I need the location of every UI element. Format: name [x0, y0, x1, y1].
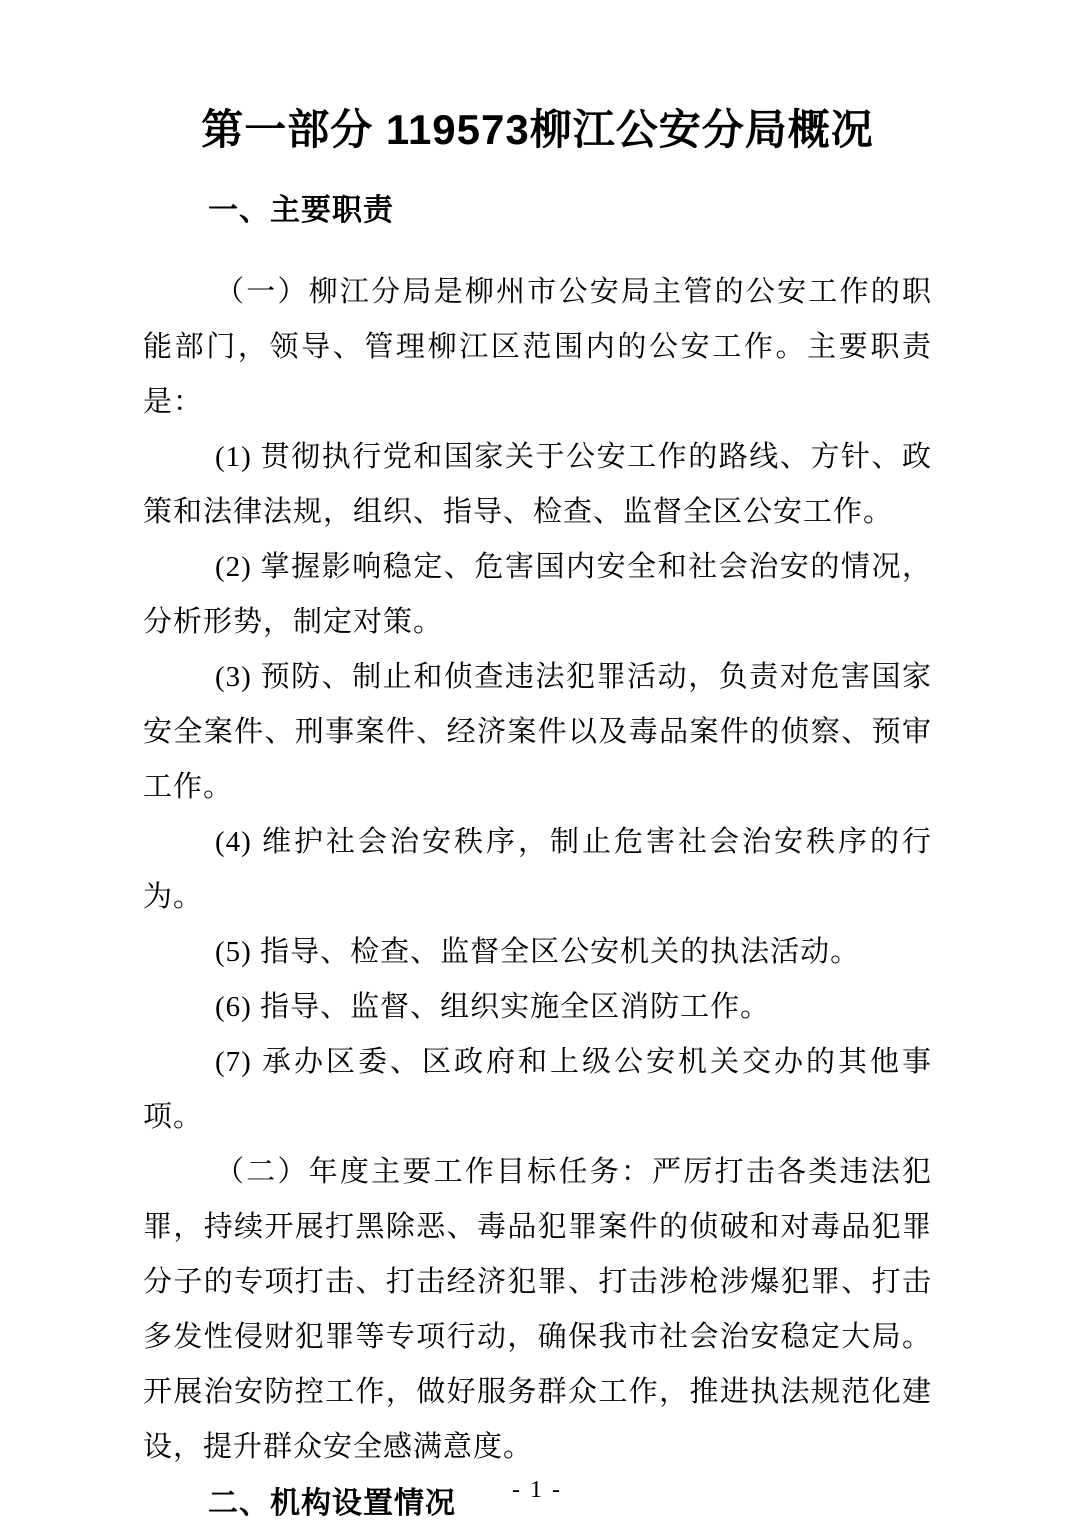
- page-number: - 1 -: [512, 1477, 562, 1503]
- paragraph-duty-7: (7) 承办区委、区政府和上级公安机关交办的其他事项。: [143, 1046, 932, 1133]
- paragraph-duty-5: (5) 指导、检查、监督全区公安机关的执法活动。: [215, 936, 861, 968]
- paragraph-duties-intro: （一）柳江分局是柳州市公安局主管的公安工作的职能部门，领导、管理柳江区范围内的公安工作。主要职责是：: [143, 276, 932, 418]
- paragraph-duty-2: (2) 掌握影响稳定、危害国内安全和社会治安的情况，分析形势，制定对策。: [143, 551, 932, 638]
- paragraph-annual-goals: （二）年度主要工作目标任务：严厉打击各类违法犯罪，持续开展打黑除恶、毒品犯罪案件的侦破和对毒品犯罪分子的专项打击、打击经济犯罪、打击涉枪涉爆犯罪、打击多发性侵财犯罪等专项行动，确保我市社会治安稳定大局。开展治安防控工作，做好服务群众工作，推进执法规范化建设，提升群众安全感满意度。: [143, 1156, 932, 1463]
- section-2-heading: 二、机构设置情况: [208, 1487, 456, 1520]
- paragraph-duty-4: (4) 维护社会治安秩序，制止危害社会治安秩序的行为。: [143, 826, 932, 913]
- section-1-heading: 一、主要职责: [208, 194, 394, 227]
- paragraph-duty-6: (6) 指导、监督、组织实施全区消防工作。: [215, 991, 771, 1023]
- paragraph-duty-1: (1) 贯彻执行党和国家关于公安工作的路线、方针、政策和法律法规，组织、指导、检查、监督全区公安工作。: [143, 441, 932, 528]
- document-title: 第一部分 119573柳江公安分局概况: [201, 106, 874, 153]
- paragraph-duty-3: (3) 预防、制止和侦查违法犯罪活动，负责对危害国家安全案件、刑事案件、经济案件以及毒品案件的侦察、预审工作。: [143, 661, 932, 803]
